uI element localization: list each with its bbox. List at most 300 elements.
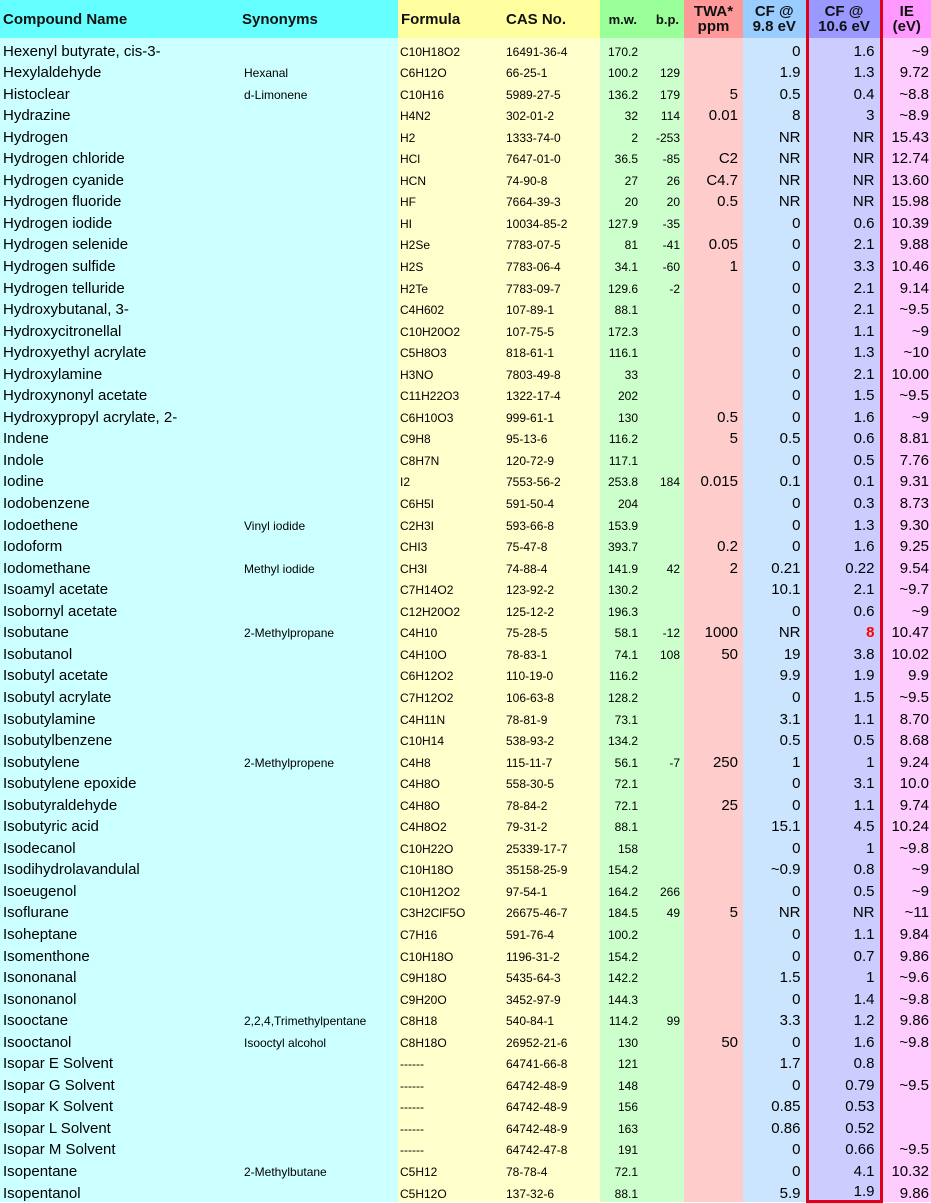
boiling-point: [642, 684, 684, 706]
header-twa: [684, 0, 743, 38]
boiling-point: 108: [642, 641, 684, 663]
boiling-point: [642, 1158, 684, 1180]
twa-value: C4.7: [684, 167, 743, 189]
header-cf98-line1: CF @: [754, 3, 794, 20]
boiling-point: -41: [642, 232, 684, 254]
table-row: [0, 1158, 931, 1180]
header-mw: m.w.: [600, 0, 642, 38]
formula: C10H16: [398, 81, 504, 103]
table-row: [0, 728, 931, 750]
compound-name: Hydrogen fluoride: [0, 189, 242, 211]
cf-9-8-value: 0: [743, 771, 807, 793]
twa-value: 0.5: [684, 189, 743, 211]
compound-name: Isobutylene epoxide: [0, 771, 242, 793]
synonym: [242, 835, 398, 857]
cf-10-6-value: 0.53: [807, 1094, 881, 1116]
molecular-weight: 164.2: [600, 878, 642, 900]
table-row: [0, 792, 931, 814]
ie-value: 8.70: [881, 706, 931, 728]
table-row: [0, 706, 931, 728]
cas-number: 107-75-5: [504, 318, 600, 340]
synonym: [242, 318, 398, 340]
cf-9-8-value: 0: [743, 986, 807, 1008]
boiling-point: -12: [642, 620, 684, 642]
table-row: [0, 921, 931, 943]
synonym: [242, 706, 398, 728]
boiling-point: [642, 835, 684, 857]
molecular-weight: 130: [600, 404, 642, 426]
header-cf106-line1: CF @: [824, 3, 864, 20]
molecular-weight: 114.2: [600, 1008, 642, 1030]
formula: C6H5I: [398, 490, 504, 512]
formula: H2Te: [398, 275, 504, 297]
cas-number: 115-11-7: [504, 749, 600, 771]
synonym: [242, 1094, 398, 1116]
compound-name: Iodoform: [0, 534, 242, 556]
synonym: [242, 878, 398, 900]
table-row: [0, 835, 931, 857]
cas-number: 66-25-1: [504, 60, 600, 82]
molecular-weight: 36.5: [600, 146, 642, 168]
compound-name: Isopentane: [0, 1158, 242, 1180]
compound-name: Hydrogen sulfide: [0, 253, 242, 275]
cf-10-6-value: 1.3: [807, 60, 881, 82]
table-row: [0, 965, 931, 987]
twa-value: [684, 383, 743, 405]
cf-10-6-value: 1.3: [807, 512, 881, 534]
boiling-point: [642, 1051, 684, 1073]
molecular-weight: 2: [600, 124, 642, 146]
synonym: [242, 38, 398, 60]
twa-value: [684, 921, 743, 943]
synonym: [242, 124, 398, 146]
synonym: Hexanal: [242, 60, 398, 82]
compound-name: Iodobenzene: [0, 490, 242, 512]
twa-value: 0.5: [684, 404, 743, 426]
ie-value: 9.88: [881, 232, 931, 254]
cf-9-8-value: 0.5: [743, 728, 807, 750]
molecular-weight: 117.1: [600, 447, 642, 469]
boiling-point: [642, 361, 684, 383]
synonym: [242, 728, 398, 750]
molecular-weight: 142.2: [600, 965, 642, 987]
formula: C9H18O: [398, 965, 504, 987]
cas-number: 591-76-4: [504, 921, 600, 943]
cas-number: 538-93-2: [504, 728, 600, 750]
compound-name: Isopar M Solvent: [0, 1137, 242, 1159]
cf-9-8-value: 0: [743, 598, 807, 620]
cf-10-6-value: 1.9: [807, 663, 881, 685]
formula: C4H602: [398, 297, 504, 319]
cf-10-6-value: 0.5: [807, 447, 881, 469]
table-row: [0, 232, 931, 254]
compound-name: Isoflurane: [0, 900, 242, 922]
twa-value: [684, 361, 743, 383]
twa-value: [684, 577, 743, 599]
molecular-weight: 130.2: [600, 577, 642, 599]
ie-value: ~9: [881, 404, 931, 426]
synonym: 2-Methylpropene: [242, 749, 398, 771]
cf-9-8-value: ~0.9: [743, 857, 807, 879]
table-row: [0, 426, 931, 448]
formula: H2Se: [398, 232, 504, 254]
table-row: [0, 771, 931, 793]
synonym: d-Limonene: [242, 81, 398, 103]
cas-number: 1196-31-2: [504, 943, 600, 965]
compound-name: Iodomethane: [0, 555, 242, 577]
compound-name: Hydrogen: [0, 124, 242, 146]
header-row: [0, 0, 931, 38]
ie-value: ~9.6: [881, 965, 931, 987]
molecular-weight: 130: [600, 1029, 642, 1051]
ie-value: [881, 1094, 931, 1116]
twa-value: [684, 878, 743, 900]
table-row: [0, 878, 931, 900]
synonym: [242, 965, 398, 987]
table-row: [0, 857, 931, 879]
formula: ------: [398, 1072, 504, 1094]
table-row: [0, 297, 931, 319]
synonym: [242, 210, 398, 232]
compound-name: Indene: [0, 426, 242, 448]
cf-10-6-value: 1.2: [807, 1008, 881, 1030]
cas-number: 106-63-8: [504, 684, 600, 706]
formula: HCN: [398, 167, 504, 189]
synonym: [242, 490, 398, 512]
cas-number: 3452-97-9: [504, 986, 600, 1008]
twa-value: [684, 1137, 743, 1159]
boiling-point: [642, 426, 684, 448]
formula: C11H22O3: [398, 383, 504, 405]
formula: C4H8: [398, 749, 504, 771]
ie-value: 8.73: [881, 490, 931, 512]
boiling-point: 42: [642, 555, 684, 577]
table-row: [0, 275, 931, 297]
table-row: [0, 340, 931, 362]
boiling-point: [642, 857, 684, 879]
cas-number: 64742-48-9: [504, 1094, 600, 1116]
cf-9-8-value: NR: [743, 620, 807, 642]
synonym: [242, 146, 398, 168]
formula: H3NO: [398, 361, 504, 383]
compound-name: Hydrogen selenide: [0, 232, 242, 254]
header-ie: [881, 0, 931, 38]
cas-number: 16491-36-4: [504, 38, 600, 60]
cf-9-8-value: 0: [743, 1029, 807, 1051]
cf-10-6-value: 8: [807, 620, 881, 642]
twa-value: [684, 706, 743, 728]
molecular-weight: 141.9: [600, 555, 642, 577]
cf-9-8-value: 0: [743, 38, 807, 60]
ie-value: ~9.8: [881, 986, 931, 1008]
cf-10-6-value: NR: [807, 189, 881, 211]
formula: C8H7N: [398, 447, 504, 469]
ie-value: 7.76: [881, 447, 931, 469]
table-row: [0, 512, 931, 534]
ie-value: ~9.5: [881, 297, 931, 319]
twa-value: [684, 512, 743, 534]
synonym: [242, 598, 398, 620]
cas-number: 999-61-1: [504, 404, 600, 426]
cf-9-8-value: NR: [743, 900, 807, 922]
table-row: [0, 81, 931, 103]
compound-name: Isobutanol: [0, 641, 242, 663]
twa-value: 25: [684, 792, 743, 814]
table-row: [0, 124, 931, 146]
table-row: [0, 490, 931, 512]
table-row: [0, 38, 931, 60]
twa-value: 0.015: [684, 469, 743, 491]
boiling-point: -35: [642, 210, 684, 232]
molecular-weight: 129.6: [600, 275, 642, 297]
formula: ------: [398, 1094, 504, 1116]
cf-9-8-value: 1: [743, 749, 807, 771]
table-row: [0, 986, 931, 1008]
synonym: [242, 534, 398, 556]
molecular-weight: 128.2: [600, 684, 642, 706]
molecular-weight: 72.1: [600, 771, 642, 793]
ie-value: ~9.8: [881, 835, 931, 857]
ie-value: 10.47: [881, 620, 931, 642]
formula: C9H20O: [398, 986, 504, 1008]
twa-value: [684, 835, 743, 857]
formula: C5H12O: [398, 1180, 504, 1202]
twa-value: 0.2: [684, 534, 743, 556]
compound-name: Isobutyric acid: [0, 814, 242, 836]
compound-name: Isobutyl acrylate: [0, 684, 242, 706]
formula: C10H12O2: [398, 878, 504, 900]
ie-value: 15.98: [881, 189, 931, 211]
twa-value: 2: [684, 555, 743, 577]
ie-value: 9.54: [881, 555, 931, 577]
ie-value: 10.32: [881, 1158, 931, 1180]
ie-value: 10.02: [881, 641, 931, 663]
boiling-point: [642, 318, 684, 340]
formula: H2: [398, 124, 504, 146]
twa-value: [684, 986, 743, 1008]
ie-value: ~9.5: [881, 383, 931, 405]
boiling-point: [642, 1180, 684, 1202]
cas-number: 7783-09-7: [504, 275, 600, 297]
cf-9-8-value: 1.5: [743, 965, 807, 987]
molecular-weight: 72.1: [600, 1158, 642, 1180]
twa-value: 5: [684, 426, 743, 448]
molecular-weight: 154.2: [600, 857, 642, 879]
boiling-point: 179: [642, 81, 684, 103]
formula: C5H12: [398, 1158, 504, 1180]
cf-9-8-value: NR: [743, 167, 807, 189]
compound-name: Hydroxylamine: [0, 361, 242, 383]
table-row: [0, 814, 931, 836]
header-twa-line1: TWA*: [693, 3, 734, 20]
twa-value: 5: [684, 81, 743, 103]
compound-name: Isobutyl acetate: [0, 663, 242, 685]
cf-10-6-value: 1: [807, 835, 881, 857]
twa-value: [684, 297, 743, 319]
compound-name: Hydrogen cyanide: [0, 167, 242, 189]
formula: C10H18O2: [398, 38, 504, 60]
molecular-weight: 74.1: [600, 641, 642, 663]
boiling-point: [642, 943, 684, 965]
cas-number: 593-66-8: [504, 512, 600, 534]
synonym: [242, 684, 398, 706]
cf-9-8-value: 0: [743, 1158, 807, 1180]
formula: C10H14: [398, 728, 504, 750]
molecular-weight: 184.5: [600, 900, 642, 922]
twa-value: [684, 814, 743, 836]
boiling-point: -2: [642, 275, 684, 297]
twa-value: [684, 1051, 743, 1073]
twa-value: [684, 60, 743, 82]
cas-number: 7783-07-5: [504, 232, 600, 254]
synonym: [242, 253, 398, 275]
twa-value: [684, 943, 743, 965]
boiling-point: [642, 534, 684, 556]
synonym: [242, 1137, 398, 1159]
molecular-weight: 88.1: [600, 814, 642, 836]
cas-number: 7647-01-0: [504, 146, 600, 168]
cf-10-6-value: 1.6: [807, 1029, 881, 1051]
compound-name: Hydroxyethyl acrylate: [0, 340, 242, 362]
formula: C10H18O: [398, 857, 504, 879]
cas-number: 26675-46-7: [504, 900, 600, 922]
cas-number: 95-13-6: [504, 426, 600, 448]
ie-value: 9.74: [881, 792, 931, 814]
compound-name: Isobutyraldehyde: [0, 792, 242, 814]
table-row: [0, 555, 931, 577]
cf-9-8-value: 3.1: [743, 706, 807, 728]
cf-10-6-value: 0.66: [807, 1137, 881, 1159]
compound-name: Iodine: [0, 469, 242, 491]
ie-value: 15.43: [881, 124, 931, 146]
formula: C4H11N: [398, 706, 504, 728]
formula: H4N2: [398, 103, 504, 125]
cf-10-6-value: 2.1: [807, 297, 881, 319]
cf-10-6-value: 0.6: [807, 598, 881, 620]
ie-value: 10.39: [881, 210, 931, 232]
ie-value: 9.86: [881, 1008, 931, 1030]
cas-number: 74-88-4: [504, 555, 600, 577]
header-ie-line2: (eV): [892, 18, 921, 35]
twa-value: [684, 684, 743, 706]
synonym: [242, 814, 398, 836]
header-cas: CAS No.: [504, 0, 600, 38]
twa-value: 0.05: [684, 232, 743, 254]
ie-value: [881, 1115, 931, 1137]
boiling-point: [642, 771, 684, 793]
synonym: [242, 986, 398, 1008]
cf-10-6-value: 1.4: [807, 986, 881, 1008]
ie-value: ~8.9: [881, 103, 931, 125]
formula: C8H18: [398, 1008, 504, 1030]
formula: C12H20O2: [398, 598, 504, 620]
cf-9-8-value: 0: [743, 383, 807, 405]
molecular-weight: 72.1: [600, 792, 642, 814]
table-row: [0, 900, 931, 922]
formula: C4H8O: [398, 771, 504, 793]
boiling-point: [642, 706, 684, 728]
synonym: [242, 771, 398, 793]
twa-value: [684, 490, 743, 512]
molecular-weight: 33: [600, 361, 642, 383]
table-row: [0, 534, 931, 556]
cf-10-6-value: 0.4: [807, 81, 881, 103]
cf-9-8-value: NR: [743, 146, 807, 168]
table-row: [0, 749, 931, 771]
formula: C5H8O3: [398, 340, 504, 362]
cf-9-8-value: 10.1: [743, 577, 807, 599]
compound-name: Hydroxybutanal, 3-: [0, 297, 242, 319]
ie-value: ~10: [881, 340, 931, 362]
cas-number: 137-32-6: [504, 1180, 600, 1202]
synonym: [242, 900, 398, 922]
compound-name: Hydroxypropyl acrylate, 2-: [0, 404, 242, 426]
table-row: [0, 253, 931, 275]
twa-value: [684, 728, 743, 750]
header-cf-9-8: [743, 0, 807, 38]
twa-value: 1000: [684, 620, 743, 642]
synonym: [242, 469, 398, 491]
compound-name: Indole: [0, 447, 242, 469]
synonym: [242, 857, 398, 879]
table-row: [0, 383, 931, 405]
table-row: [0, 1029, 931, 1051]
synonym: 2-Methylpropane: [242, 620, 398, 642]
compound-name: Isodecanol: [0, 835, 242, 857]
molecular-weight: 81: [600, 232, 642, 254]
header-twa-line2: ppm: [697, 18, 730, 35]
formula: HI: [398, 210, 504, 232]
cas-number: 1333-74-0: [504, 124, 600, 146]
synonym: [242, 1180, 398, 1202]
boiling-point: 129: [642, 60, 684, 82]
formula: ------: [398, 1051, 504, 1073]
cf-9-8-value: 0.1: [743, 469, 807, 491]
boiling-point: [642, 447, 684, 469]
ie-value: 9.84: [881, 921, 931, 943]
header-cf98-line2: 9.8 eV: [752, 18, 796, 35]
ie-value: 10.00: [881, 361, 931, 383]
molecular-weight: 253.8: [600, 469, 642, 491]
header-cf106-line2: 10.6 eV: [818, 18, 870, 35]
boiling-point: [642, 404, 684, 426]
ie-value: ~9: [881, 857, 931, 879]
formula: CH3I: [398, 555, 504, 577]
table-row: [0, 189, 931, 211]
boiling-point: [642, 1115, 684, 1137]
boiling-point: 49: [642, 900, 684, 922]
boiling-point: -60: [642, 253, 684, 275]
cf-10-6-value: 2.1: [807, 577, 881, 599]
formula: C7H12O2: [398, 684, 504, 706]
formula: C10H18O: [398, 943, 504, 965]
cas-number: 26952-21-6: [504, 1029, 600, 1051]
table-row: [0, 943, 931, 965]
twa-value: [684, 771, 743, 793]
table-row: [0, 447, 931, 469]
molecular-weight: 116.2: [600, 426, 642, 448]
molecular-weight: 158: [600, 835, 642, 857]
boiling-point: -253: [642, 124, 684, 146]
formula: C7H14O2: [398, 577, 504, 599]
twa-value: 1: [684, 253, 743, 275]
twa-value: [684, 38, 743, 60]
cf-10-6-value: 2.1: [807, 275, 881, 297]
cf-10-6-value: 1.6: [807, 534, 881, 556]
formula: C9H8: [398, 426, 504, 448]
cf-10-6-value: 2.1: [807, 232, 881, 254]
molecular-weight: 202: [600, 383, 642, 405]
